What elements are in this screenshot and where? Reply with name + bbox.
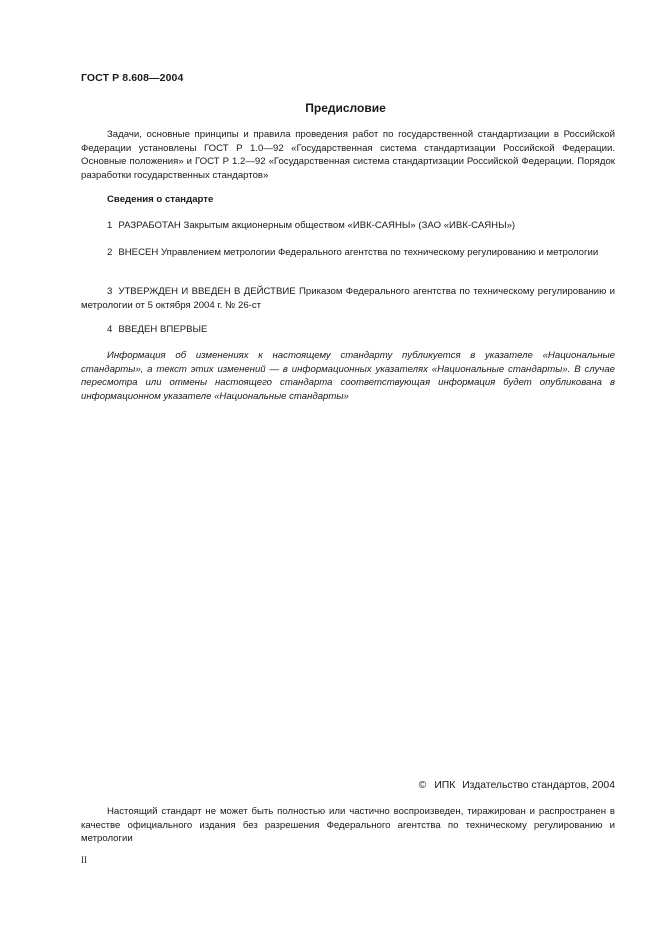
- item-text: ВНЕСЕН Управлением метрологии Федерального агентства по техническому регулированию и метрологии: [118, 247, 599, 258]
- item-number: 1: [107, 220, 113, 231]
- item-text: ВВЕДЕН ВПЕРВЫЕ: [118, 324, 208, 335]
- intro-paragraph: Задачи, основные принципы и правила проведения работ по государственной стандартизации в Российской Федерации установлены ГОСТ Р 1.0—92 «Государственная система стандартизации Российской Федерации. Основные положения» и ГОСТ Р 1.2—92 «Государственная система стандартизации Российской Федерации. Порядок разработки государственных стандартов»: [81, 129, 615, 181]
- copyright-org: ИПК: [434, 780, 456, 791]
- item-text: РАЗРАБОТАН Закрытым акционерным обществом «ИВК-САЯНЫ» (ЗАО «ИВК-САЯНЫ»): [118, 220, 516, 231]
- changes-note: Информация об изменениях к настоящему стандарту публикуется в указателе «Национальные стандарты», а текст этих изменений — в информационных указателях «Национальные стандарты». В случае пересмотра или отмены настоящего стандарта соответствующая информация будет опубликована в информационном указателе «Национальные стандарты»: [81, 350, 615, 402]
- item-number: 3: [107, 286, 113, 297]
- page-number: II: [81, 855, 87, 865]
- info-heading: Сведения о стандарте: [107, 194, 214, 205]
- list-item: [81, 285, 615, 312]
- list-item: [81, 219, 615, 233]
- copyright-line: [419, 780, 615, 791]
- list-item: [81, 323, 615, 337]
- item-text: УТВЕРЖДЕН И ВВЕДЕН В ДЕЙСТВИЕ Приказом Федерального агентства по техническому регулированию и метрологии от 5 октября 2004 г. № 26-ст: [81, 286, 615, 311]
- item-number: 4: [107, 324, 113, 335]
- list-item: [81, 246, 615, 260]
- copyright-text: Издательство стандартов, 2004: [462, 780, 615, 791]
- page-title: Предисловие: [305, 101, 386, 115]
- document-code: ГОСТ Р 8.608—2004: [81, 72, 184, 84]
- reproduction-notice: Настоящий стандарт не может быть полностью или частично воспроизведен, тиражирован и распространен в качестве официального издания без разрешения Федерального агентства по техническому регулированию и метрологии: [81, 806, 615, 845]
- copyright-symbol: ©: [418, 780, 427, 791]
- item-number: 2: [107, 247, 113, 258]
